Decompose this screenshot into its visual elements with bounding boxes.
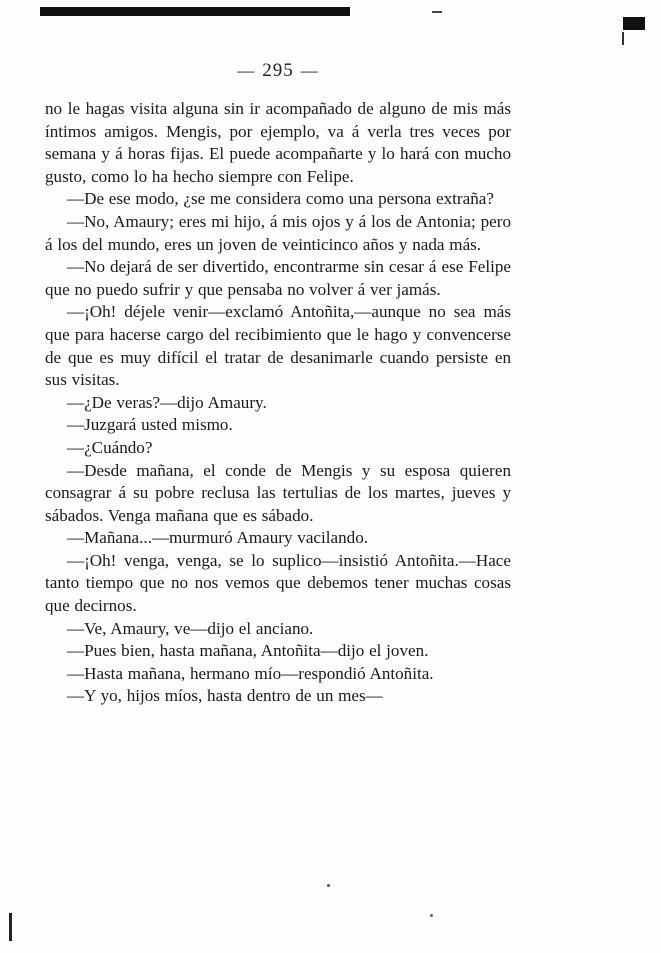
folio-number: 295 [262,60,294,81]
paragraph: no le hagas visita alguna sin ir acompañado de alguno de mis más íntimos amigos. Mengis, por ejemplo, va á verla tres veces por semana y á horas fijas. El puede acompañarte y lo hará con mucho gusto, como lo ha hecho siempre con Felipe. [45,99,511,186]
paragraph: —¡Oh! venga, venga, se lo suplico—insistió Antoñita.—Hace tanto tiempo que no nos vemos que debemos tener muchas cosas que decirnos. [45,550,511,616]
scan-artifact-bottom-dot-2 [430,914,433,917]
paragraph: —¡Oh! déjele venir—exclamó Antoñita,—aunque no sea más que para hacerse cargo del recibimiento que le hago y convencerse de que es muy difícil el tratar de desanimarle cuando persiste en sus visitas. [45,302,511,390]
scan-artifact-left-tick [9,913,12,941]
scan-artifact-top-bar [40,7,350,16]
paragraph: —De ese modo, ¿se me considera como una persona extraña? [67,189,494,209]
paragraph: —No dejará de ser divertido, encontrarme sin cesar á ese Felipe que no puedo sufrir y que pensaba no volver á ver jamás. [45,257,511,299]
scan-artifact-top-dash [432,11,442,13]
paragraph: —Hasta mañana, hermano mío—respondió Antoñita. [67,663,434,683]
folio-dash-right: — [300,61,319,80]
body-text [45,98,511,708]
paragraph: —Ve, Amaury, ve—dijo el anciano. [67,618,314,638]
paragraph: —Mañana...—murmuró Amaury vacilando. [67,528,369,548]
page-text-column [45,60,511,708]
paragraph: —Y yo, hijos míos, hasta dentro de un mes— [67,686,383,706]
paragraph: —¿Cuándo? [67,437,153,457]
paragraph: —Desde mañana, el conde de Mengis y su esposa quieren consagrar á su pobre reclusa las tertulias de los martes, jueves y sábados. Venga mañana que es sábado. [45,460,511,525]
scan-artifact-corner-block [623,17,645,30]
page-folio [45,60,511,82]
paragraph: —Juzgará usted mismo. [67,415,233,435]
paragraph: —No, Amaury; eres mi hijo, á mis ojos y á los de Antonia; pero á los del mundo, eres un joven de veinticinco años y nada más. [45,211,511,254]
paragraph: —Pues bien, hasta mañana, Antoñita—dijo el joven. [67,641,429,661]
paragraph: —¿De veras?—dijo Amaury. [67,392,267,412]
folio-dash-left: — [237,61,256,80]
scan-artifact-bottom-dot [327,884,330,887]
scan-artifact-corner-tick [622,32,624,45]
